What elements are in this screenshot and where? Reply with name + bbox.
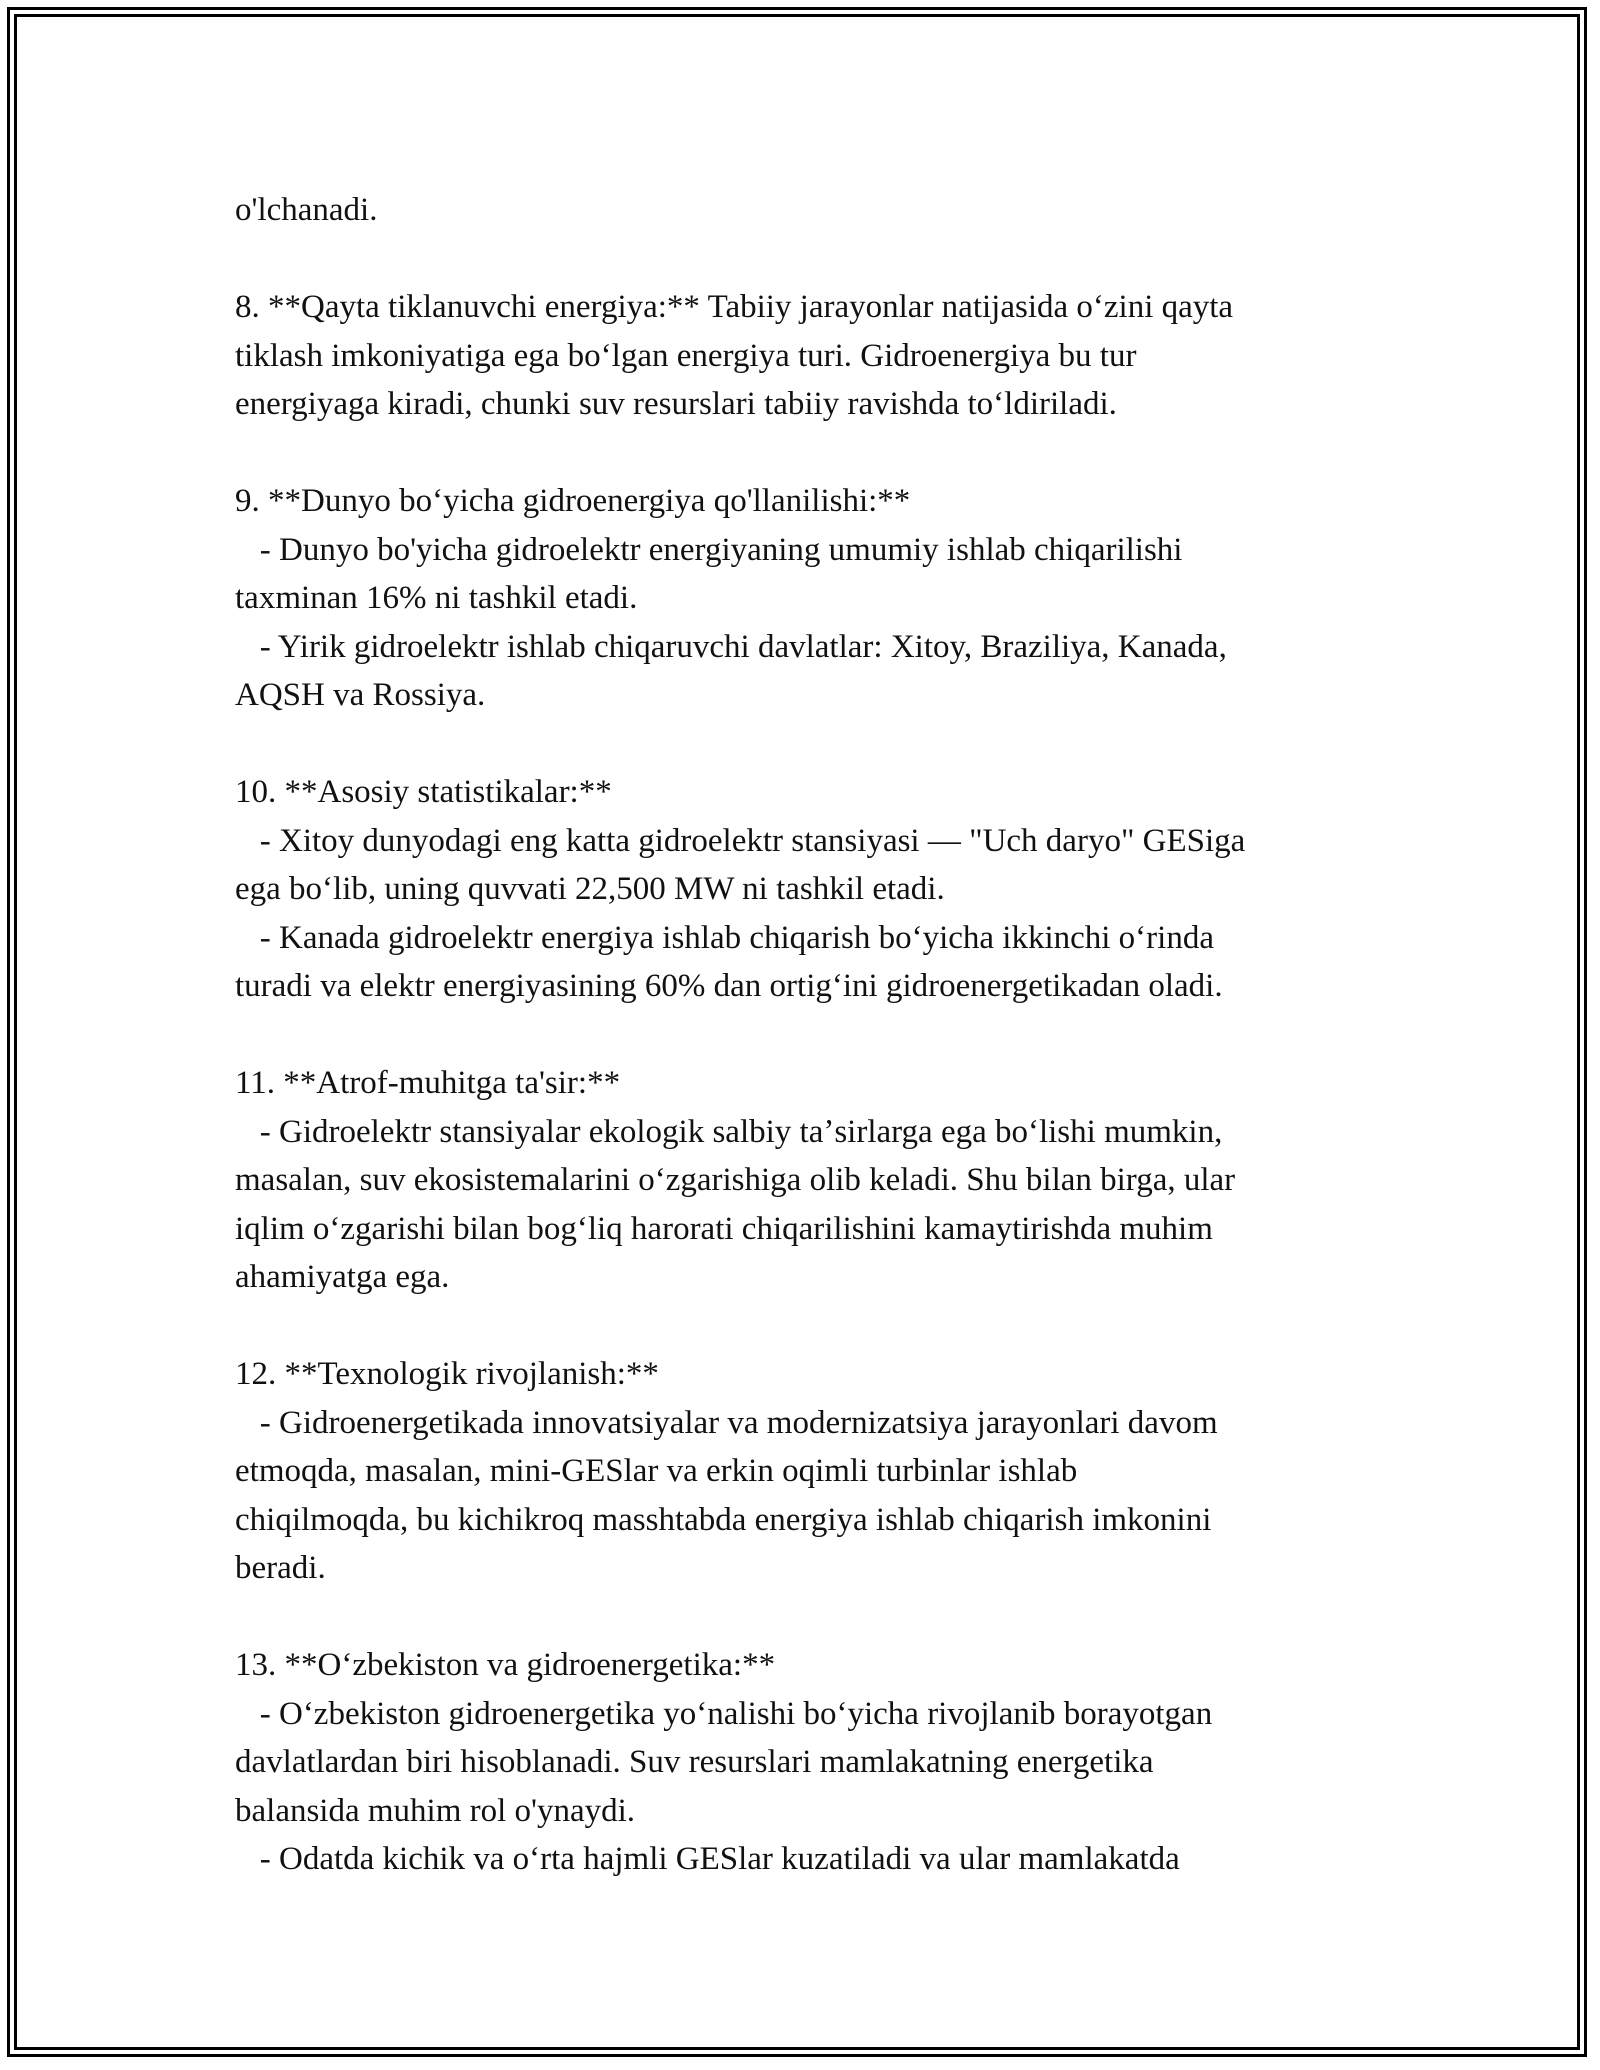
text-line: - Dunyo bo'yicha gidroelektr energiyaning umumiy ishlab chiqarilishi — [235, 531, 1183, 568]
text-line: tiklash imkoniyatiga ega boʻlgan energiya turi. Gidroenergiya bu tur — [235, 337, 1137, 374]
paragraph-item-10 — [235, 768, 1385, 1011]
text-line: 9. **Dunyo boʻyicha gidroenergiya qo'llanilishi:** — [235, 483, 911, 519]
paragraph-item-11 — [235, 1059, 1385, 1302]
text-line: iqlim oʻzgarishi bilan bogʻliq harorati chiqarilishini kamaytirishda muhim — [235, 1210, 1213, 1247]
text-line: 11. **Atrof-muhitga ta'sir:** — [235, 1065, 621, 1101]
text-line: ahamiyatga ega. — [235, 1259, 450, 1295]
text-line: etmoqda, masalan, mini-GESlar va erkin oqimli turbinlar ishlab — [235, 1453, 1078, 1489]
text-line: - Xitoy dunyodagi eng katta gidroelektr stansiyasi — "Uch daryo" GESiga — [235, 822, 1246, 859]
text-line: - Odatda kichik va oʻrta hajmli GESlar kuzatiladi va ular mamlakatda — [235, 1841, 1180, 1877]
text-line: - Gidroelektr stansiyalar ekologik salbiy taʼsirlarga ega boʻlishi mumkin, — [235, 1113, 1223, 1150]
document-body — [235, 186, 1385, 1932]
text-line: beradi. — [235, 1550, 326, 1586]
text-line: chiqilmoqda, bu kichikroq masshtabda energiya ishlab chiqarish imkonini — [235, 1501, 1212, 1538]
text-line: 8. **Qayta tiklanuvchi energiya:** Tabiiy jarayonlar natijasida oʻzini qayta — [235, 289, 1234, 325]
text-line: turadi va elektr energiyasining 60% dan ortigʻini gidroenergetikadan oladi. — [235, 968, 1223, 1004]
text-line: balansida muhim rol o'ynaydi. — [235, 1792, 636, 1829]
text-line: masalan, suv ekosistemalarini oʻzgarishiga olib keladi. Shu bilan birga, ular — [235, 1162, 1236, 1198]
text-line: - Yirik gidroelektr ishlab chiqaruvchi davlatlar: Xitoy, Braziliya, Kanada, — [235, 628, 1227, 665]
text-line: energiyaga kiradi, chunki suv resurslari tabiiy ravishda toʻldiriladi. — [235, 386, 1117, 422]
text-line: ega boʻlib, uning quvvati 22,500 MW ni tashkil etadi. — [235, 871, 945, 907]
text-line: - Gidroenergetikada innovatsiyalar va modernizatsiya jarayonlari davom — [235, 1404, 1218, 1441]
text-line: - Kanada gidroelektr energiya ishlab chiqarish boʻyicha ikkinchi oʻrinda — [235, 919, 1214, 956]
text-line: davlatlardan biri hisoblanadi. Suv resurslari mamlakatning energetika — [235, 1744, 1154, 1780]
paragraph-item-9 — [235, 477, 1385, 720]
paragraph-item-8 — [235, 283, 1385, 429]
text-line: 12. **Texnologik rivojlanish:** — [235, 1356, 659, 1392]
text-line: taxminan 16% ni tashkil etadi. — [235, 580, 638, 616]
paragraph-item-12 — [235, 1350, 1385, 1593]
text-line: o'lchanadi. — [235, 192, 378, 228]
text-line: 10. **Asosiy statistikalar:** — [235, 774, 612, 810]
text-line: - Oʻzbekiston gidroenergetika yoʻnalishi boʻyicha rivojlanib borayotgan — [235, 1695, 1213, 1732]
paragraph-item-13 — [235, 1641, 1385, 1884]
text-line: 13. **Oʻzbekiston va gidroenergetika:** — [235, 1647, 776, 1683]
paragraph-continuation — [235, 186, 1385, 235]
text-line: AQSH va Rossiya. — [235, 677, 486, 713]
